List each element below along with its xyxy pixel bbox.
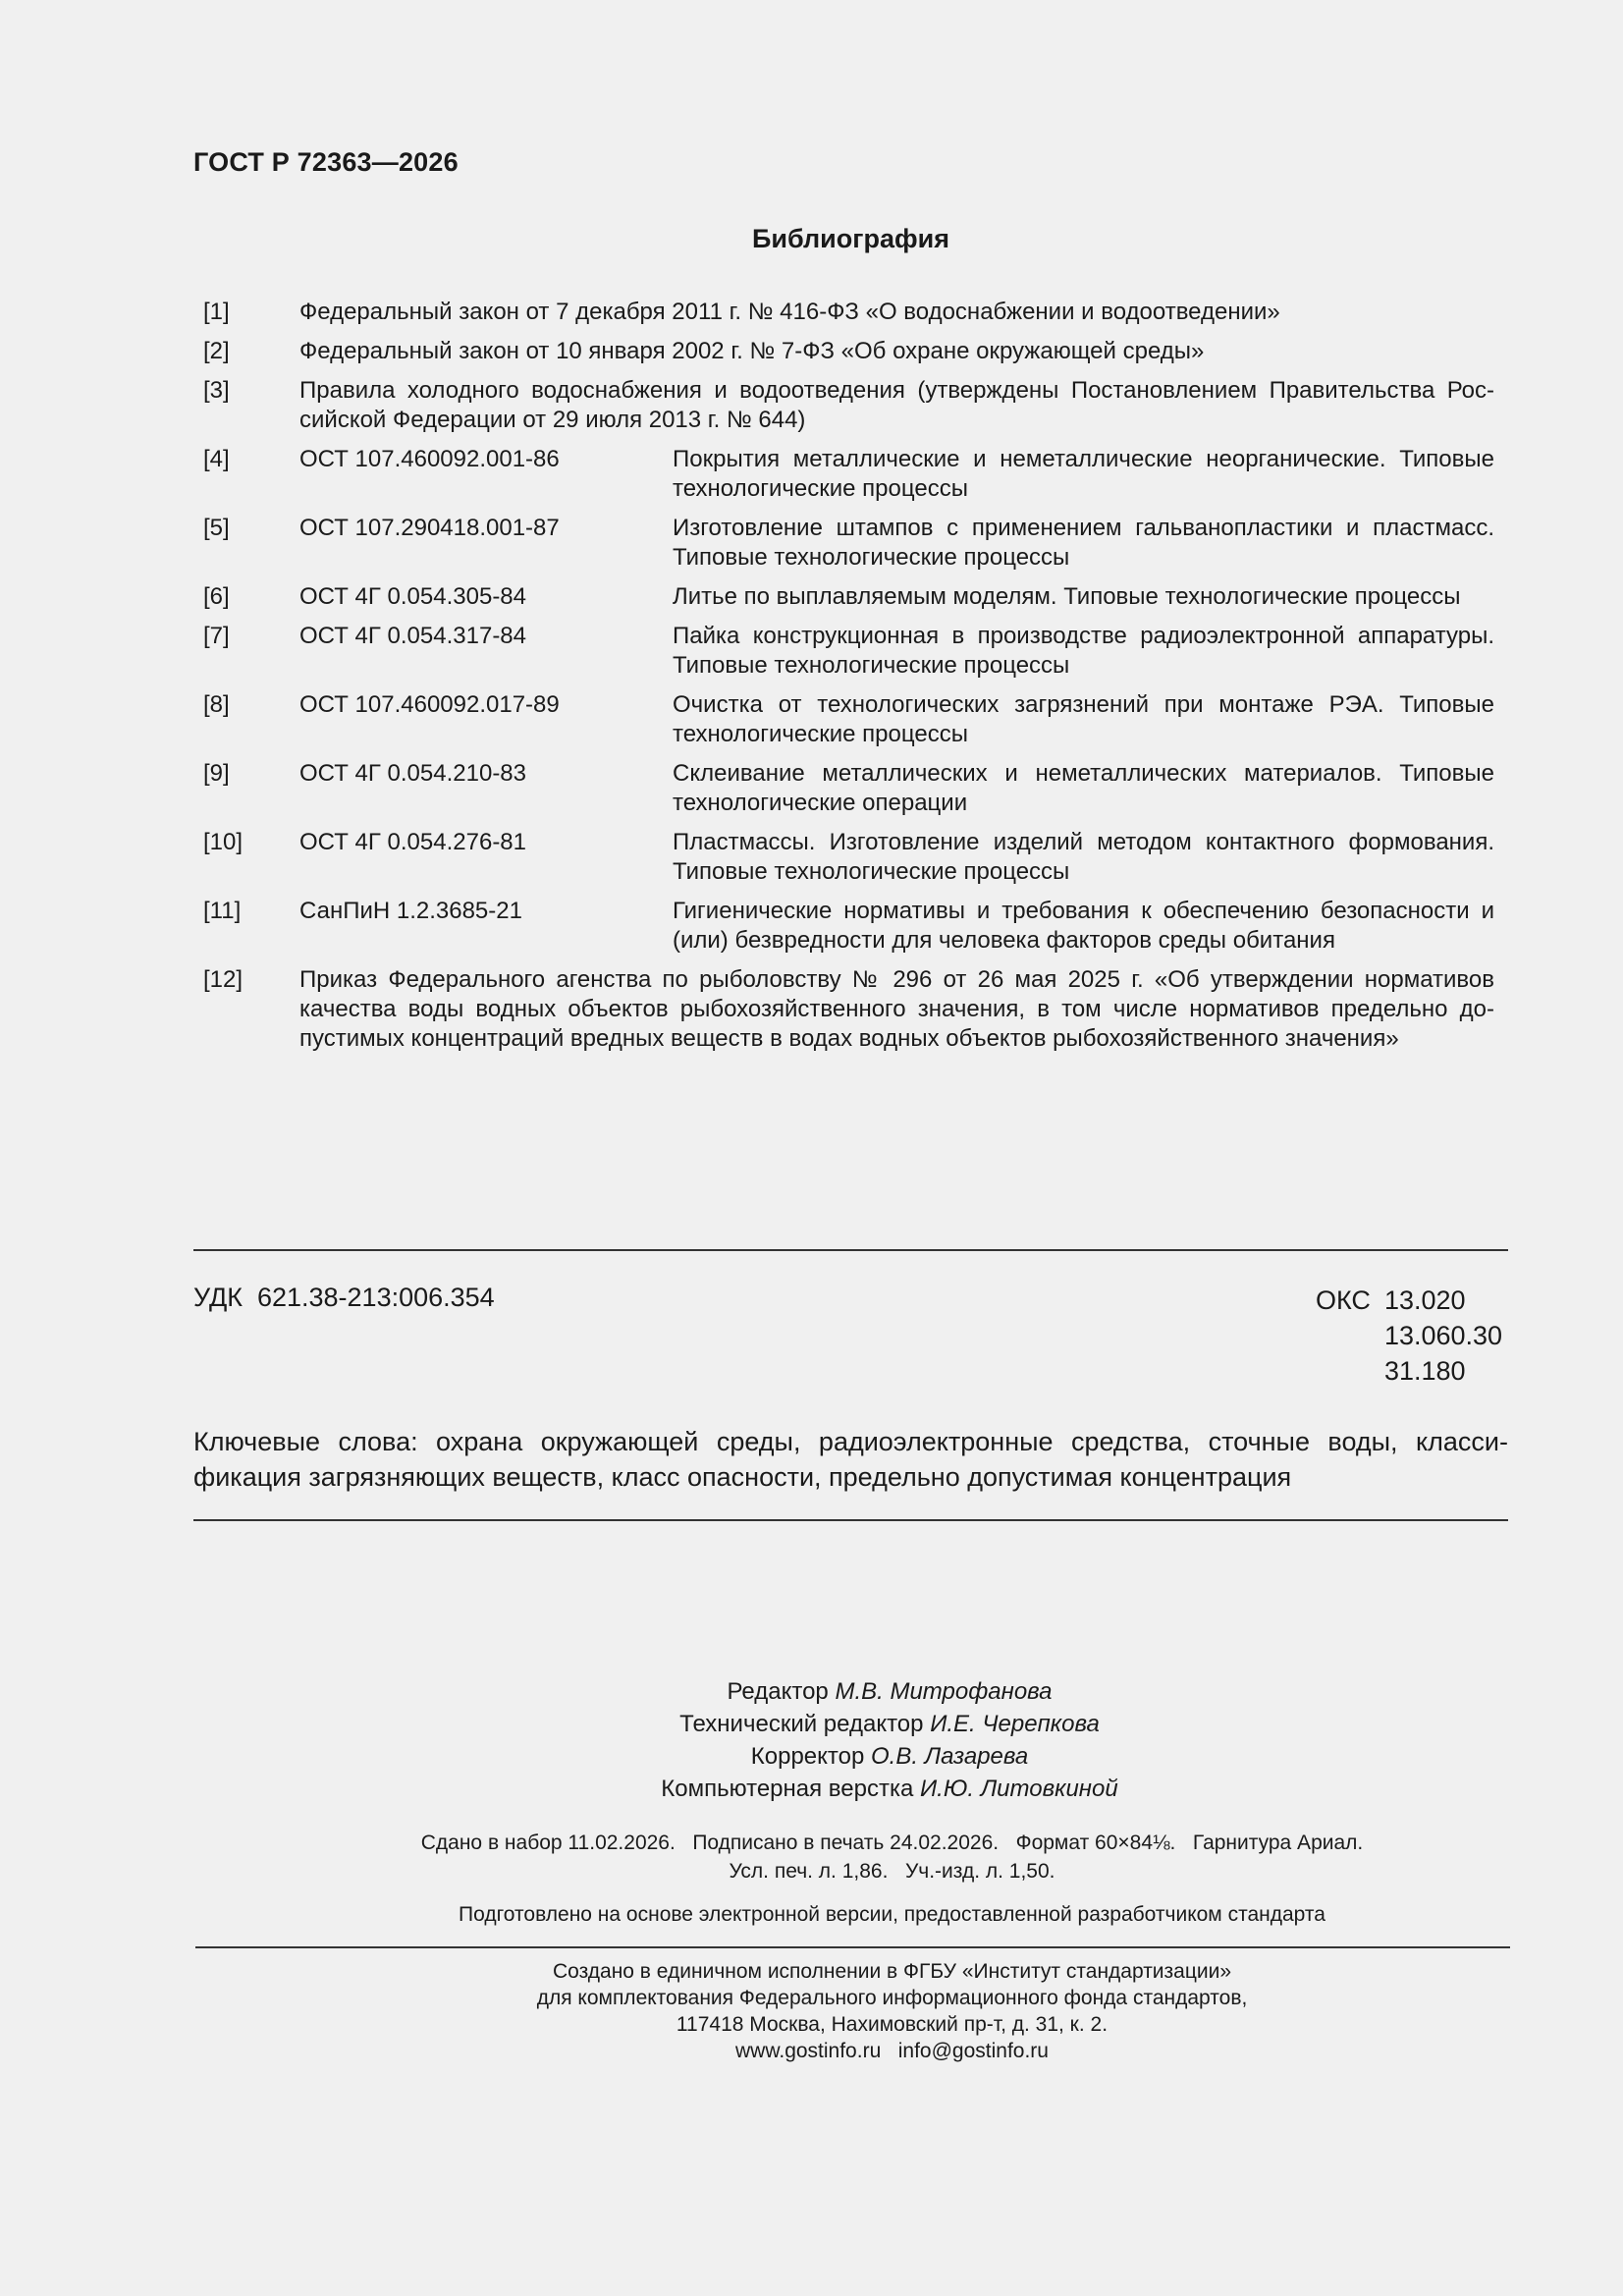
reference-item <box>193 376 1494 435</box>
reference-text: Склеивание металлических и неметаллических материалов. Типовые технологические операции <box>673 760 1494 816</box>
reference-text: Федеральный закон от 7 декабря 2011 г. № 416-ФЗ «О водоснабжении и водоотведении» <box>299 299 1280 325</box>
reference-item <box>193 965 1494 1054</box>
reference-item <box>193 622 1494 681</box>
credit-name: О.В. Лазарева <box>871 1743 1029 1770</box>
reference-item <box>193 337 1494 366</box>
reference-text: Правила холодного водоснабжения и водоотведения (утверждены Постановлением Правительства Рос-сийской Федерации от 29 июля 2013 г. № 644) <box>299 377 1494 433</box>
oks-value: 13.020 <box>1383 1285 1466 1315</box>
reference-number: [7] <box>203 623 230 649</box>
reference-text: Литье по выплавляемым моделям. Типовые технологические процессы <box>673 583 1461 610</box>
reference-text: Очистка от технологических загрязнений при монтаже РЭА. Типовые технологические процессы <box>673 691 1494 747</box>
udk-value: 621.38-213:006.354 <box>256 1283 495 1312</box>
reference-text: Приказ Федерального агенства по рыболовству № 296 от 26 мая 2025 г. «Об утверждении нормативов качества воды водных объектов рыбохозяйственного значения, в том числе нормативов предельно до-пустимых концентраций вредных веществ в водах водных объектов рыбохозяйственного значения» <box>299 966 1494 1052</box>
oks-label: ОКС <box>1316 1285 1371 1315</box>
reference-number: [4] <box>203 446 230 472</box>
reference-text: Пайка конструкционная в производстве радиоэлектронной аппаратуры. Типовые технологические процессы <box>673 623 1494 679</box>
reference-code: ОСТ 107.460092.017-89 <box>299 691 560 718</box>
credit-role: Корректор <box>750 1743 865 1770</box>
oks-block <box>1316 1283 1502 1389</box>
prepared-note: Подготовлено на основе электронной версии, предоставленной разработчиком стандарта <box>459 1903 1325 1926</box>
udk-label: УДК <box>193 1283 243 1312</box>
divider-top <box>193 1249 1508 1251</box>
credit-name: М.В. Митрофанова <box>835 1678 1053 1705</box>
imprint-line: Сдано в набор 11.02.2026. Подписано в печать 24.02.2026. Формат 60×84⅛. Гарнитура Ариал. <box>420 1831 1364 1854</box>
udk-block <box>193 1283 495 1313</box>
reference-number: [10] <box>203 829 243 855</box>
reference-number: [11] <box>203 898 242 924</box>
imprint-line: Усл. печ. л. 1,86. Уч.-изд. л. 1,50. <box>729 1860 1055 1883</box>
credit-role: Технический редактор <box>679 1711 924 1737</box>
document-code: ГОСТ Р 72363—2026 <box>193 147 459 177</box>
divider-publisher <box>195 1946 1510 1948</box>
reference-code: СанПиН 1.2.3685-21 <box>299 898 522 924</box>
publisher-line: Создано в единичном исполнении в ФГБУ «Институт стандартизации» <box>552 1960 1232 1983</box>
oks-value: 31.180 <box>1383 1356 1466 1386</box>
credit-role: Компьютерная верстка <box>661 1776 914 1802</box>
reference-number: [6] <box>203 583 230 610</box>
reference-item <box>193 514 1494 573</box>
reference-code: ОСТ 4Г 0.054.305-84 <box>299 583 526 610</box>
reference-text: Изготовление штампов с применением гальванопластики и пластмасс. Типовые технологические процессы <box>673 515 1494 571</box>
credit-line <box>0 1773 1623 1805</box>
publisher-info <box>0 1958 1623 2064</box>
credit-line <box>0 1740 1623 1773</box>
reference-item <box>193 759 1494 818</box>
reference-item <box>193 445 1494 504</box>
reference-number: [9] <box>203 760 230 787</box>
reference-text: Покрытия металлические и неметаллические неорганические. Типовые технологические процессы <box>673 446 1494 502</box>
reference-text: Гигиенические нормативы и требования к обеспечению безопасности и (или) безвредности для человека факторов среды обитания <box>673 898 1494 954</box>
reference-number: [2] <box>203 338 230 364</box>
reference-list <box>193 298 1494 1064</box>
credit-name: И.Ю. Литовкиной <box>920 1776 1118 1802</box>
reference-item <box>193 582 1494 612</box>
credit-line <box>0 1708 1623 1740</box>
reference-text: Федеральный закон от 10 января 2002 г. № 7-ФЗ «Об охране окружающей среды» <box>299 338 1205 364</box>
reference-item <box>193 828 1494 887</box>
reference-text: Пластмассы. Изготовление изделий методом контактного формования. Типовые технологические процессы <box>673 829 1494 885</box>
reference-code: ОСТ 107.460092.001-86 <box>299 446 560 472</box>
reference-number: [8] <box>203 691 230 718</box>
credit-role: Редактор <box>727 1678 829 1705</box>
reference-item <box>193 690 1494 749</box>
reference-code: ОСТ 107.290418.001-87 <box>299 515 560 541</box>
reference-item <box>193 298 1494 327</box>
credits <box>0 1675 1623 1805</box>
reference-number: [1] <box>203 299 230 325</box>
publisher-contacts: www.gostinfo.ru info@gostinfo.ru <box>735 2040 1049 2062</box>
keywords: Ключевые слова: охрана окружающей среды, радиоэлектронные средства, сточные воды, класси-фикация загрязняющих веществ, класс опасности, предельно допустимая концентрация <box>193 1427 1508 1492</box>
imprint <box>0 1829 1623 1886</box>
reference-number: [12] <box>203 966 243 993</box>
credit-name: И.Е. Черепкова <box>930 1711 1100 1737</box>
oks-values <box>1384 1283 1502 1389</box>
reference-code: ОСТ 4Г 0.054.317-84 <box>299 623 526 649</box>
reference-number: [5] <box>203 515 230 541</box>
reference-item <box>193 897 1494 956</box>
reference-code: ОСТ 4Г 0.054.276-81 <box>299 829 526 855</box>
credit-line <box>0 1675 1623 1708</box>
publisher-line: 117418 Москва, Нахимовский пр-т, д. 31, к. 2. <box>676 2013 1109 2036</box>
publisher-line: для комплектования Федерального информационного фонда стандартов, <box>536 1987 1248 2009</box>
reference-number: [3] <box>203 377 230 404</box>
reference-code: ОСТ 4Г 0.054.210-83 <box>299 760 526 787</box>
oks-value: 13.060.30 <box>1383 1321 1503 1350</box>
bibliography-title: Библиография <box>752 224 949 253</box>
divider-keywords <box>193 1519 1508 1521</box>
